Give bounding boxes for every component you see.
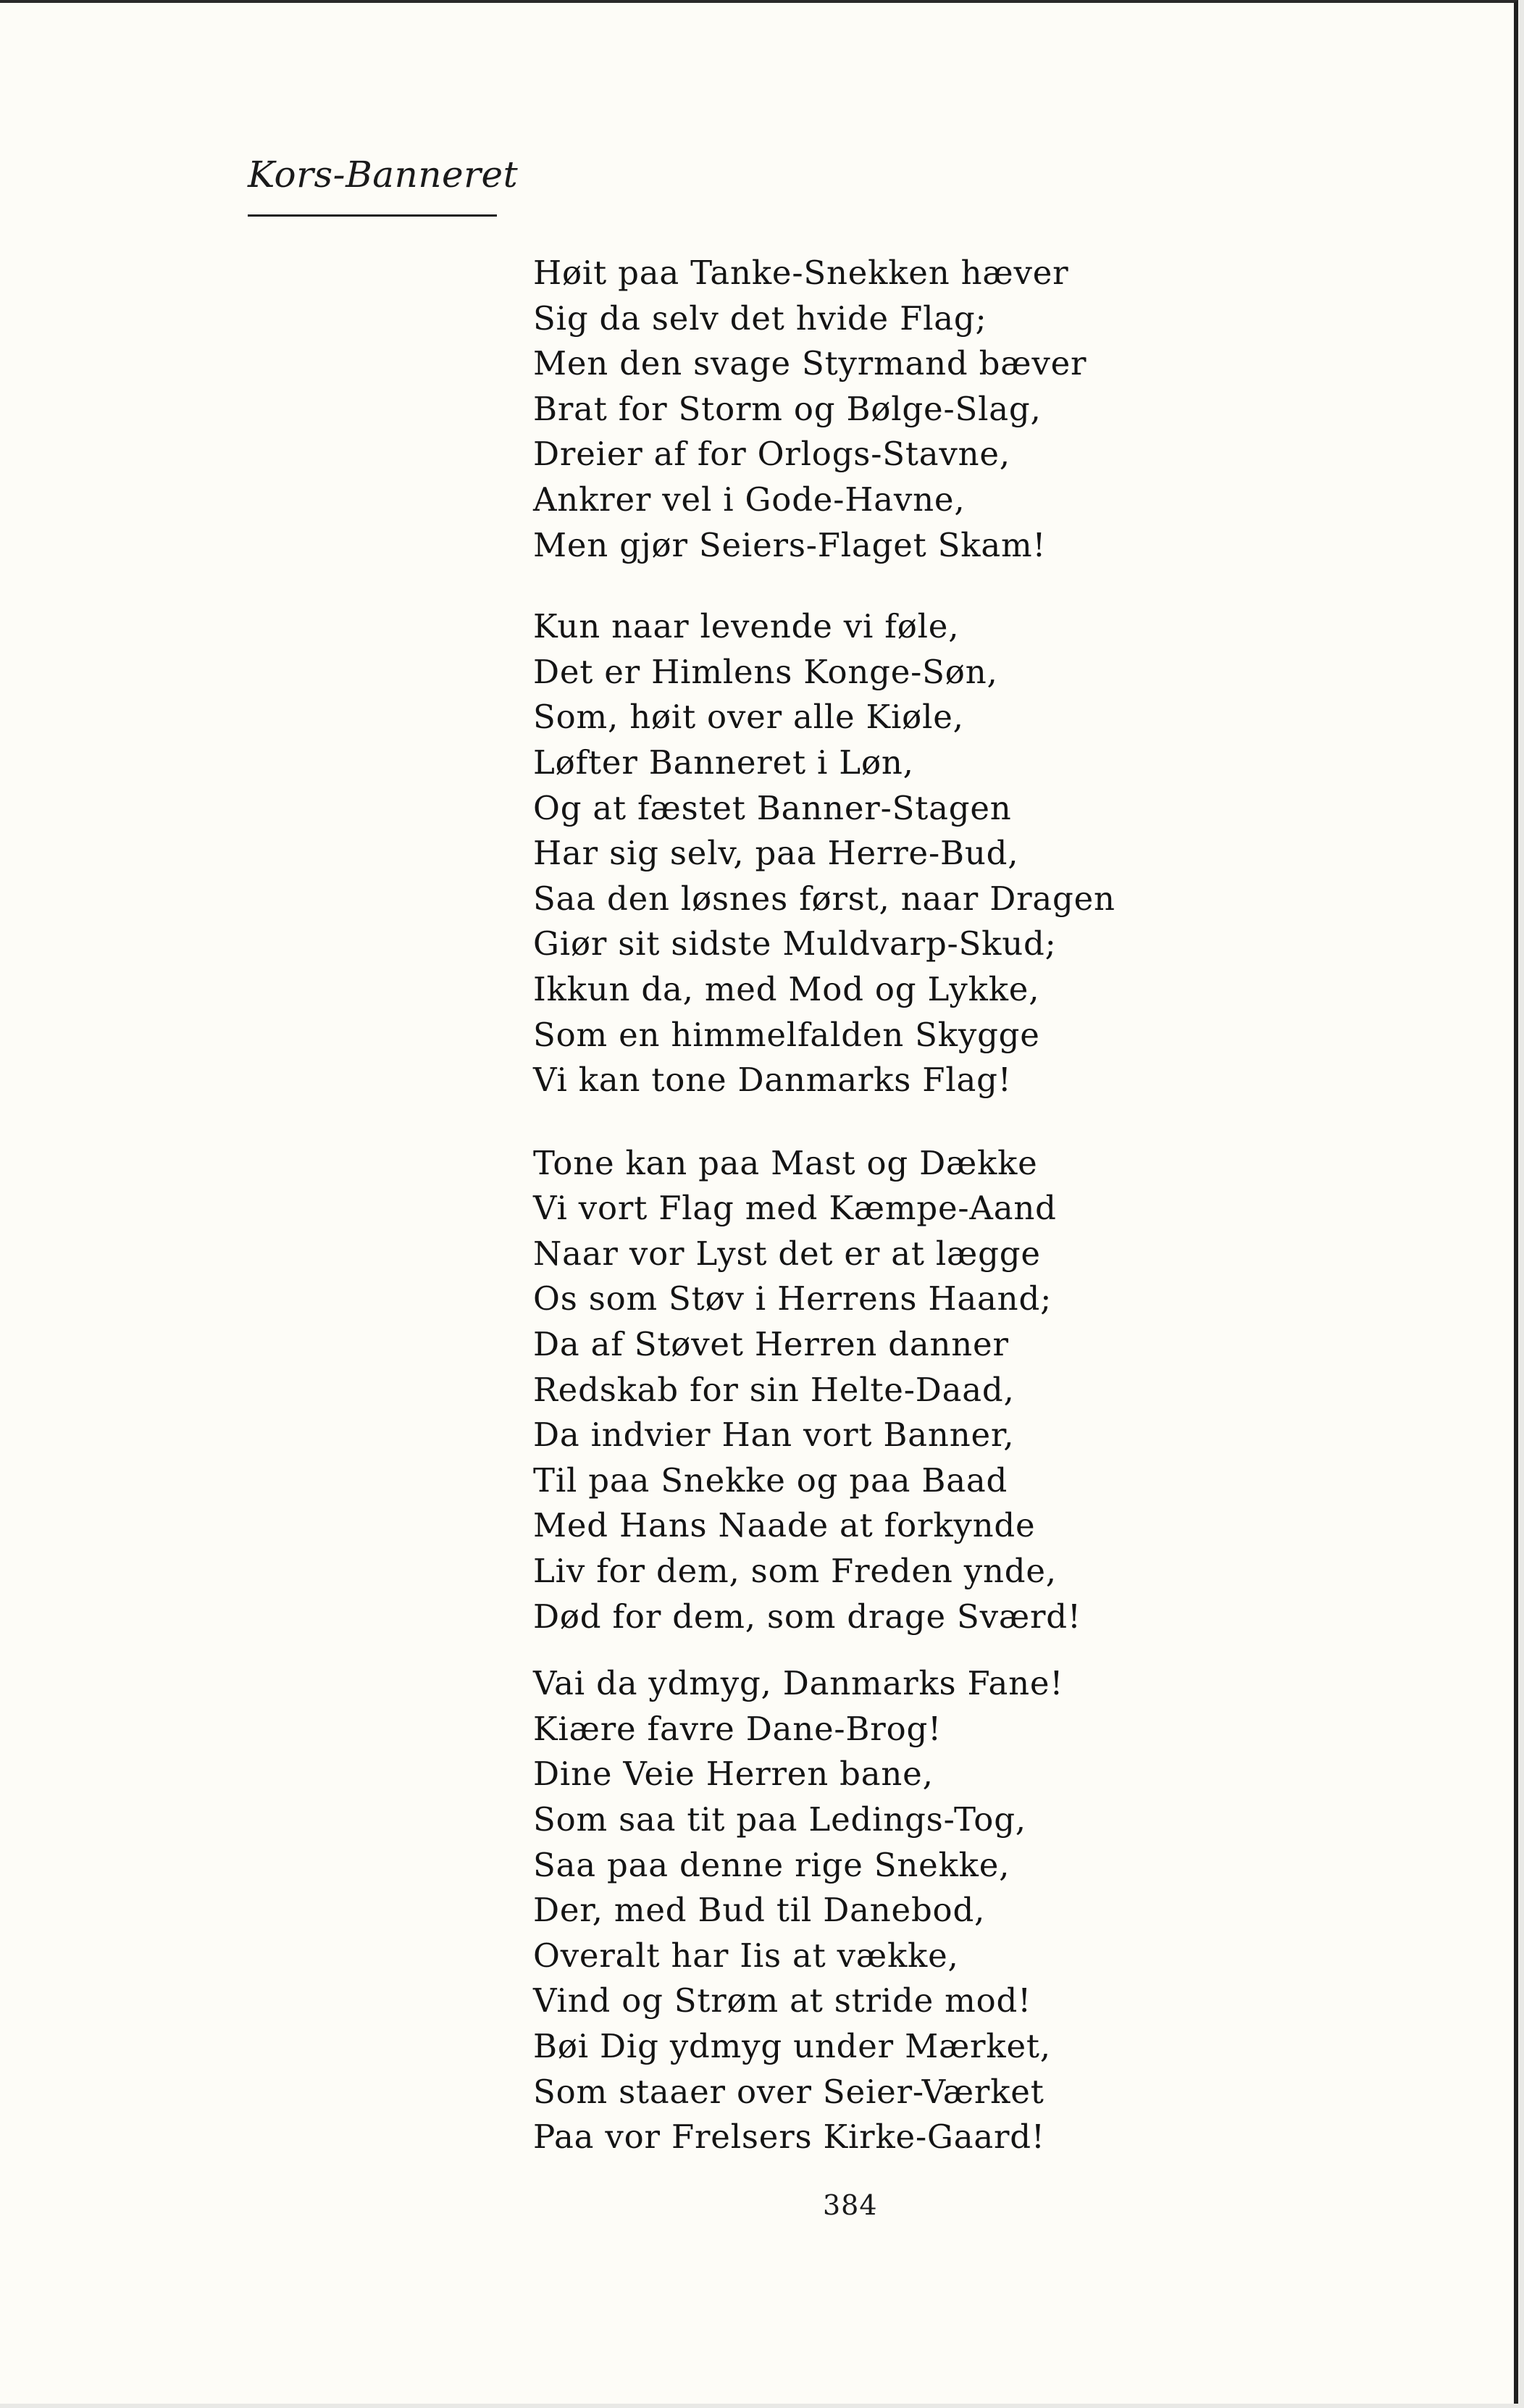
verse-line: Løfter Banneret i Løn, xyxy=(533,743,914,782)
poem-body xyxy=(533,251,1115,2160)
verse-line: Ankrer vel i Gode-Havne, xyxy=(533,480,966,519)
verse-line: Bøi Dig ydmyg under Mærket, xyxy=(533,2026,1051,2065)
verse-line: Men den svage Styrmand bæver xyxy=(533,344,1087,383)
verse-line: Tone kan paa Mast og Dække xyxy=(533,1143,1038,1182)
verse-line: Overalt har Iis at vække, xyxy=(533,1936,959,1975)
verse-line: Ikkun da, med Mod og Lykke, xyxy=(533,969,1040,1008)
verse-line: Men gjør Seiers-Flaget Skam! xyxy=(533,525,1047,564)
verse-line: Sig da selv det hvide Flag; xyxy=(533,298,987,338)
verse-line: Vi vort Flag med Kæmpe-Aand xyxy=(533,1189,1057,1228)
verse-line: Redskab for sin Helte-Daad, xyxy=(533,1370,1015,1409)
verse-line: Saa paa denne rige Snekke, xyxy=(533,1845,1010,1884)
verse-line: Vind og Strøm at stride mod! xyxy=(533,1981,1031,2020)
verse-line: Død for dem, som drage Sværd! xyxy=(533,1597,1081,1636)
verse-line: Har sig selv, paa Herre-Bud, xyxy=(533,834,1019,873)
verse-line: Med Hans Naade at forkynde xyxy=(533,1506,1036,1545)
verse-line: Kiære favre Dane-Brog! xyxy=(533,1709,942,1748)
verse-line: Da af Støvet Herren danner xyxy=(533,1325,1009,1364)
verse-line: Liv for dem, som Freden ynde, xyxy=(533,1552,1057,1591)
verse-line: Brat for Storm og Bølge-Slag, xyxy=(533,389,1042,428)
verse-line: Saa den løsnes først, naar Dragen xyxy=(533,879,1115,918)
verse-line: Høit paa Tanke-Snekken hæver xyxy=(533,254,1069,292)
verse-line: Som saa tit paa Ledings-Tog, xyxy=(533,1800,1026,1839)
verse-line: Paa vor Frelsers Kirke-Gaard! xyxy=(533,2118,1045,2157)
verse-line: Dreier af for Orlogs-Stavne, xyxy=(533,435,1010,474)
stanza-3 xyxy=(533,1141,1115,1640)
running-head: Kors-Banneret xyxy=(248,154,519,196)
verse-line: Og at fæstet Banner-Stagen xyxy=(533,788,1012,827)
verse-line: Som staaer over Seier-Værket xyxy=(533,2072,1044,2111)
verse-line: Vi kan tone Danmarks Flag! xyxy=(533,1061,1012,1100)
stanza-4 xyxy=(533,1661,1115,2160)
verse-line: Som, høit over alle Kiøle, xyxy=(533,698,964,737)
page-number: 384 xyxy=(823,2189,878,2221)
verse-line: Det er Himlens Konge-Søn, xyxy=(533,652,998,691)
verse-line: Os som Støv i Herrens Haand; xyxy=(533,1279,1052,1318)
verse-line: Da indvier Han vort Banner, xyxy=(533,1416,1015,1455)
verse-line: Giør sit sidste Muldvarp-Skud; xyxy=(533,924,1057,963)
verse-line: Naar vor Lyst det er at lægge xyxy=(533,1234,1041,1273)
verse-line: Kun naar levende vi føle, xyxy=(533,607,960,646)
verse-line: Som en himmelfalden Skygge xyxy=(533,1015,1040,1054)
verse-line: Der, med Bud til Danebod, xyxy=(533,1891,986,1930)
stanza-2 xyxy=(533,604,1115,1103)
stanza-1 xyxy=(533,251,1115,568)
verse-line: Vai da ydmyg, Danmarks Fane! xyxy=(533,1664,1064,1703)
verse-line: Til paa Snekke og paa Baad xyxy=(533,1460,1008,1500)
running-head-underline xyxy=(248,214,497,217)
verse-line: Dine Veie Herren bane, xyxy=(533,1755,934,1794)
